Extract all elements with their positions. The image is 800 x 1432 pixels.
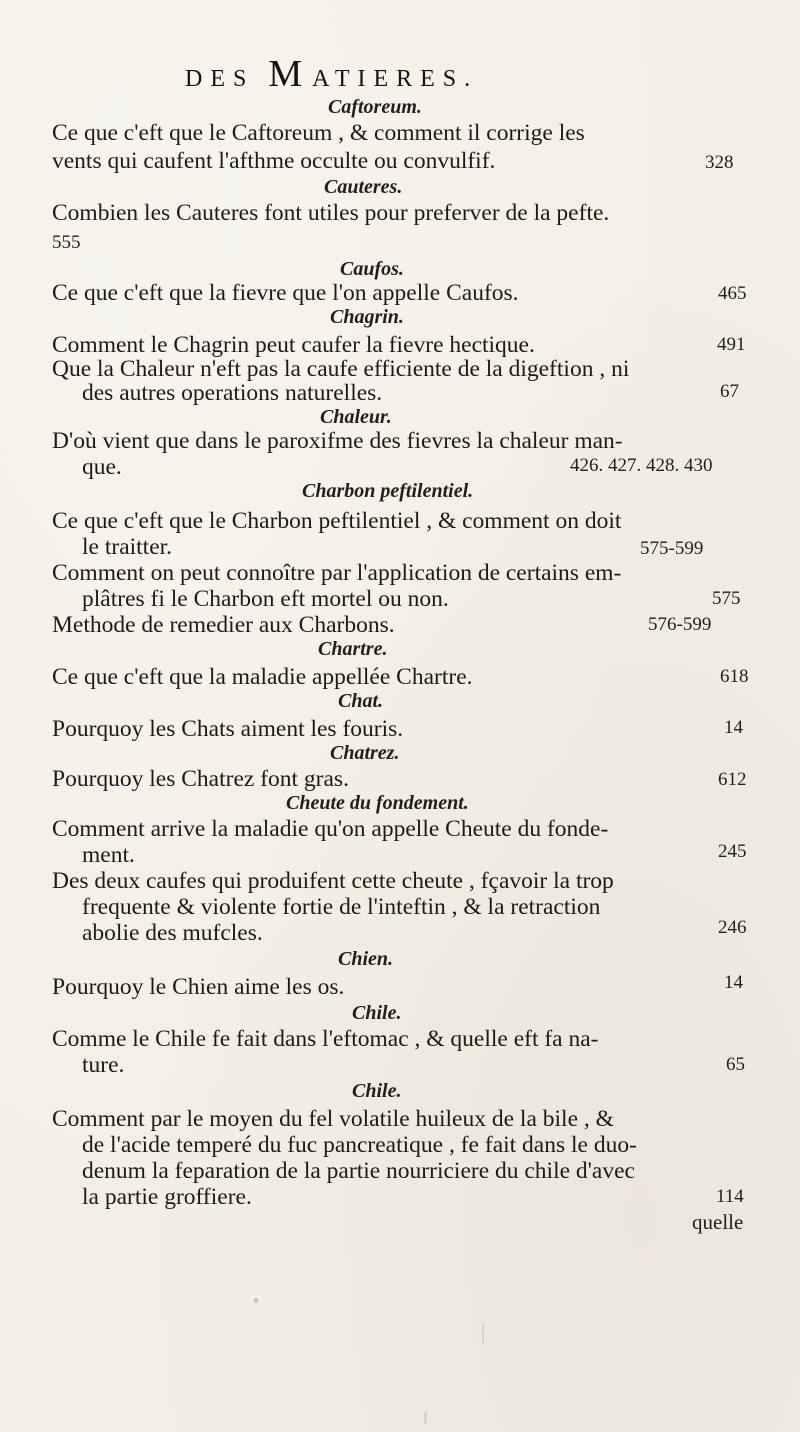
page-ref: 14 — [724, 972, 743, 993]
page-ref: 426. 427. 428. 430 — [570, 455, 713, 476]
entry-line: Pourquoy les Chats aiment les fouris. — [52, 716, 404, 742]
page-ref: 491 — [717, 334, 746, 355]
entry-line: Pourquoy les Chatrez font gras. — [52, 766, 349, 792]
ink-speck — [482, 1322, 484, 1344]
ink-speck — [424, 1412, 427, 1424]
entry-line: Ce que c'eft que la fievre que l'on appelle Caufos. — [52, 280, 519, 306]
entry-line: Comment par le moyen du fel volatile huileux de la bile , & — [52, 1106, 614, 1132]
entry-line: denum la feparation de la partie nourriciere du chile d'avec — [82, 1158, 635, 1184]
entry-line: ture. — [82, 1052, 125, 1078]
entry-line: D'où vient que dans le paroxifme des fievres la chaleur man- — [52, 428, 623, 454]
entry-heading: Chartre. — [318, 638, 388, 660]
entry-heading: Cauteres. — [324, 176, 403, 198]
page-ref: 246 — [718, 917, 747, 938]
ink-speck — [254, 1298, 258, 1303]
entry-heading: Chile. — [352, 1080, 402, 1102]
page-ref: 465 — [718, 283, 747, 304]
entry-line: Comment le Chagrin peut caufer la fievre hectique. — [52, 332, 535, 358]
page-ref: 618 — [720, 666, 749, 687]
entry-line: Ce que c'eft que la maladie appellée Chartre. — [52, 664, 473, 690]
page-ref: 328 — [705, 152, 734, 173]
entry-heading: Chile. — [352, 1002, 402, 1024]
entry-heading: Chatrez. — [330, 742, 400, 764]
entry-heading: Cheute du fondement. — [286, 792, 469, 814]
page-ref: 67 — [720, 381, 739, 402]
entry-heading: Charbon peftilentiel. — [302, 480, 474, 502]
entry-line: Comment arrive la maladie qu'on appelle Cheute du fonde- — [52, 816, 609, 842]
entry-line: plâtres fi le Charbon eft mortel ou non. — [82, 586, 449, 612]
entry-line: Combien les Cauteres font utiles pour preferver de la pefte. — [52, 200, 610, 226]
page-ref: 575 — [712, 588, 741, 609]
entry-line: Des deux caufes qui produifent cette cheute , fçavoir la trop — [52, 868, 614, 894]
entry-line: la partie groffiere. — [82, 1184, 252, 1210]
running-head: DES MATIERES. — [185, 53, 479, 95]
entry-line: Comment on peut connoître par l'application de certains em- — [52, 560, 622, 586]
page-ref: 555 — [52, 232, 81, 253]
page-ref: 576-599 — [648, 614, 712, 635]
entry-heading: Caftoreum. — [328, 96, 422, 118]
entry-heading: Chien. — [338, 948, 394, 970]
entry-heading: Chagrin. — [330, 306, 404, 328]
entry-line: vents qui caufent l'afthme occulte ou convulfif. — [52, 148, 496, 174]
page-ref: 14 — [724, 717, 743, 738]
page-ref: 245 — [718, 841, 747, 862]
entry-line: abolie des mufcles. — [82, 920, 263, 946]
entry-line: Que la Chaleur n'eft pas la caufe efficiente de la digeftion , ni — [52, 356, 630, 382]
page-ref: 114 — [716, 1186, 744, 1207]
entry-line: Ce que c'eft que le Caftoreum , & comment il corrige les — [52, 120, 585, 146]
entry-line: que. — [82, 454, 122, 480]
entry-heading: Caufos. — [340, 258, 404, 280]
entry-heading: Chaleur. — [320, 406, 392, 428]
page-ref: 575-599 — [640, 538, 704, 559]
catchword: quelle — [692, 1210, 744, 1234]
entry-line: Ce que c'eft que le Charbon peftilentiel , & comment on doit — [52, 508, 622, 534]
entry-line: Comme le Chile fe fait dans l'eftomac , & quelle eft fa na- — [52, 1026, 599, 1052]
entry-line: Pourquoy le Chien aime les os. — [52, 974, 345, 1000]
entry-line: ment. — [82, 842, 135, 868]
page-ref: 65 — [726, 1054, 745, 1075]
entry-line: Methode de remedier aux Charbons. — [52, 612, 395, 638]
entry-heading: Chat. — [338, 690, 384, 712]
page-ref: 612 — [718, 769, 747, 790]
entry-line: frequente & violente fortie de l'inteftin , & la retraction — [82, 894, 601, 920]
entry-line: de l'acide temperé du fuc pancreatique , fe fait dans le duo- — [82, 1132, 637, 1158]
entry-line: des autres operations naturelles. — [82, 380, 383, 406]
entry-line: le traitter. — [82, 534, 173, 560]
